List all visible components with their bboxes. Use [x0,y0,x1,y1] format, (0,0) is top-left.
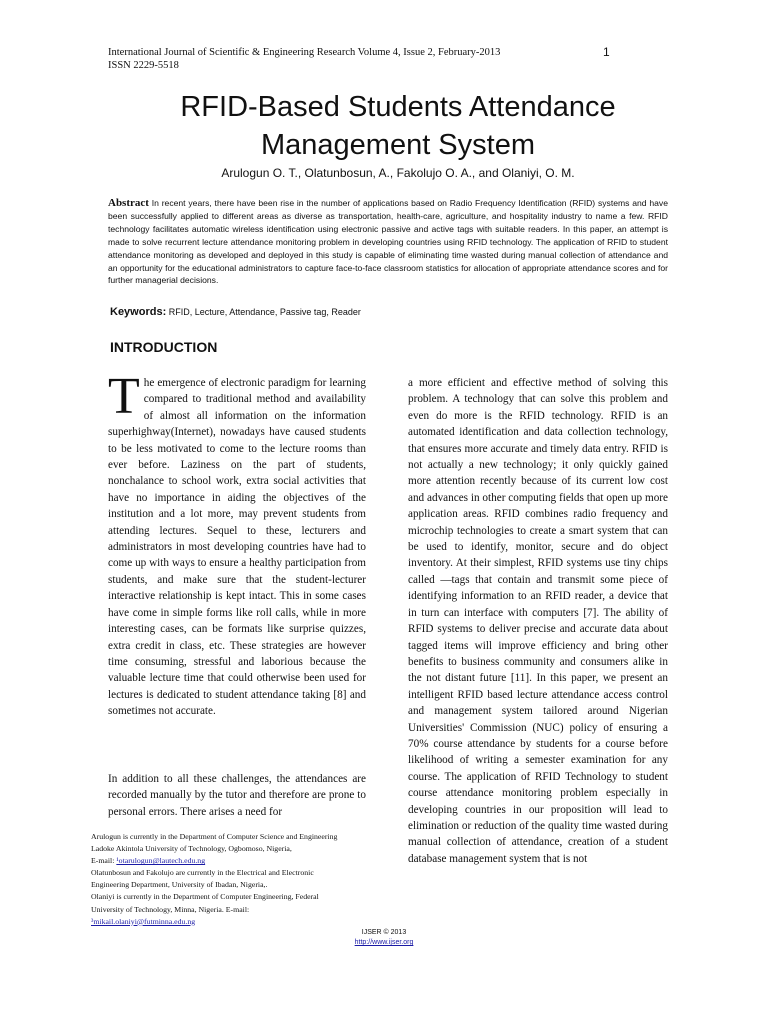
email-label: E-mail: [91,856,117,866]
paper-title [108,88,688,164]
email-link-olaniyi[interactable]: ³mikail.olaniyi@futminna.edu.ng [91,916,196,926]
footnote-line [91,855,391,867]
footnote-line: Engineering Department, University of Ibadan, Nigeria,. [91,880,268,890]
author-footnote [91,831,391,928]
journal-name: International Journal of Scientific & Engineering Research Volume 4, Issue 2, February-2013 [108,47,501,58]
footnote-line: University of Technology, Minna, Nigeria. E-mail: [91,904,250,914]
left-column-paragraph-2: In addition to all these challenges, the attendances are recorded manually by the tutor and therefore are prone to personal errors. There arises a need for [108,773,366,818]
footer-copyright: IJSER © 2013 [361,929,407,936]
drop-cap: T [108,368,140,425]
footnote-line: Olatunbosun and Fakolujo are currently in the Electrical and Electronic [91,868,314,878]
abstract [108,197,668,287]
title-line-1: RFID-Based Students Attendance [180,91,616,123]
keywords-heading: Keywords: [110,306,167,318]
section-heading-introduction: INTRODUCTION [110,339,218,355]
author-list: Arulogun O. T., Olatunbosun, A., Fakolujo O. A., and Olaniyi, O. M. [221,166,575,180]
title-line-2: Management System [260,129,535,161]
journal-issn: ISSN 2229-5518 [108,59,179,71]
page-number: 1 [603,45,610,59]
abstract-text: In recent years, there have been rise in the number of applications based on Radio Frequency Identification (RFID) systems and have been successfully applied to different areas as diverse as transportation, health-care, agriculture, and hospitality industry to name a few. RFID technology facilitates automatic wireless identification using electronic passive and active tags with suitable readers. In this paper, an attempt is made to solve recurrent lecture attendance monitoring problem in developing countries using RFID technology. The application of RFID to student attendance monitoring as developed and deployed in this study is capable of eliminating time wasted during manual collection of attendance and an opportunity for the educational administrators to capture face-to-face classroom statistics for allocation of appropriate attendance scores and for further managerial decisions. [108,198,669,286]
footer-url-link[interactable]: http://www.ijser.org [354,939,414,946]
footnote-line: Olaniyi is currently in the Department of Computer Engineering, Federal [91,892,319,902]
abstract-heading: Abstract [108,197,149,209]
left-column-paragraph-1 [108,368,366,720]
footnote-line: Arulogun is currently in the Department of Computer Science and Engineering [91,832,338,841]
keywords-text: RFID, Lecture, Attendance, Passive tag, Reader [168,307,361,317]
right-column-text: a more efficient and effective method of solving this problem. A technology that can solve this problem and even do more is the RFID technology. RFID is an automated identification and data collection technology, that ensures more accurate and timely data entry. RFID is not actually a new technology; it only quickly gained more attention recently because of its current low cost and advances in other computing fields that open up more application areas. RFID combines radio frequency and microchip technologies to create a smart system that can be used to identify, monitor, secure and do object inventory. At their simplest, RFID systems use tiny chips called ―tags that contain and transmit some piece of identifying information to an RFID reader, a device that in turn can interface with computers [7]. The ability of RFID systems to deliver precise and accurate data about tagged items will improve efficiency and bring other benefits to business community and consumers alike in the not distant future [11]. In this paper, we present an intelligent RFID based lecture attendance access control and management system tailored around Nigerian Universities' Commission (NUC) policy of ensuring a 70% course attendance by students for a course before likelihood of writing a semester examination for any course. The application of RFID Technology to student course attendance monitoring problem especially in developing countries in our proposition will lead to elimination or reduction of the quality time wasted during manual collection of attendance, creation of a student database management system that is not [408,377,668,865]
email-link-arulogun[interactable]: ¹otarulogun@lautech.edu.ng [116,856,206,866]
paragraph-text: he emergence of electronic paradigm for learning compared to traditional method and availability of almost all information on the information superhighway(Internet), nowadays have caused students to be less motivated to come to the lecture rooms than ever before. Laziness on the part of students, nonchalance to school work, extra social activities that have no importance in aiding the objectives of the institution and a lot more, may prevent students from attending lectures. Sequel to these, lecturers and administrators in most developing countries have had to come up with ways to ensure a healthy participation from students, and make sure that the student-lecturer interactive relationship is kept intact. This in some cases have come in simple forms like roll calls, while in more interesting cases, can be formats like surprise quizzes, extra credit in class, etc. These strategies are however time consuming, stressful and laborious because the valuable lecture time that could otherwise been used for lectures is dedicated to student attendance taking [8] and sometimes not accurate. [108,377,366,718]
journal-header [108,47,500,72]
keywords [110,306,361,318]
footnote-line: Ladoke Akintola University of Technology, Ogbomoso, Nigeria, [91,844,292,854]
